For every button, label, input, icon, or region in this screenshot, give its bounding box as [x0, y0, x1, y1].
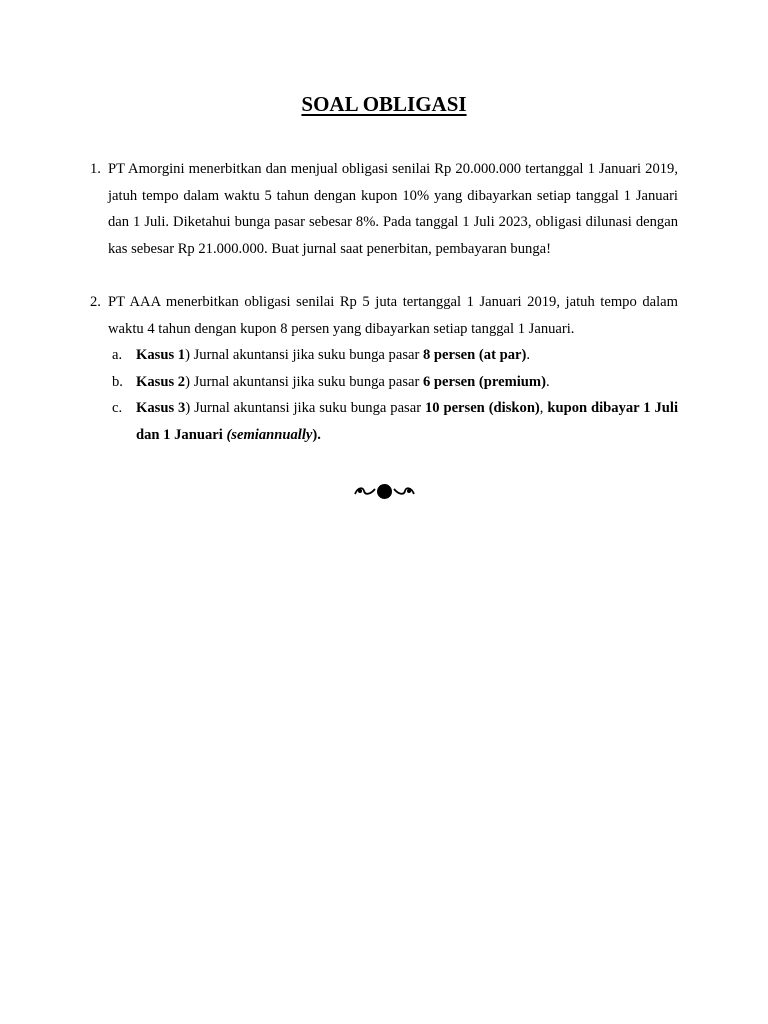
case-c-rate: 10 persen (diskon): [424, 400, 540, 417]
case-b: [108, 369, 678, 396]
case-a-mid: ) Jurnal akuntansi jika suku bunga pasar: [185, 347, 423, 364]
case-c-sep: ,: [539, 400, 548, 417]
case-c-end: ).: [312, 426, 321, 443]
question-2-number: 2.: [90, 294, 101, 310]
case-c-mid: ) Jurnal akuntansi jika suku bunga pasar: [185, 400, 425, 417]
case-b-letter: b.: [112, 373, 123, 390]
case-b-end: .: [545, 373, 550, 390]
case-a-letter: a.: [112, 347, 123, 364]
case-c-coupon: kupon dibayar 1 Juli dan 1 Januari: [136, 400, 679, 443]
question-1-number: 1.: [90, 161, 101, 177]
case-a-label: Kasus 1: [136, 347, 186, 364]
case-b-mid: ) Jurnal akuntansi jika suku bunga pasar: [185, 373, 423, 390]
case-a-rate: 8 persen (at par): [422, 347, 527, 364]
case-c-label: Kasus 3: [136, 400, 186, 417]
ornament-divider: [0, 482, 768, 500]
question-2: [90, 289, 678, 449]
case-c-letter: c.: [112, 400, 123, 417]
ornament-dot-icon: [377, 484, 392, 499]
flourish-left-icon: [354, 485, 376, 497]
question-1: [90, 156, 678, 262]
question-1-text: PT Amorgini menerbitkan dan menjual obligasi senilai Rp 20.000.000 tertanggal 1 Januari 2019, jatuh tempo dalam waktu 5 tahun dengan kupon 10% yang dibayarkan setiap tanggal 1 Januari dan 1 Juli. Diketahui bunga pasar sebesar 8%. Pada tanggal 1 Juli 2023, obligasi dilunasi dengan kas sebesar Rp 21.000.000. Buat jurnal saat penerbitan, pembayaran bunga!: [108, 161, 678, 257]
case-b-label: Kasus 2: [136, 373, 186, 390]
question-2-text: PT AAA menerbitkan obligasi senilai Rp 5 juta tertanggal 1 Januari 2019, jatuh tempo dalam waktu 4 tahun dengan kupon 8 persen yang dibayarkan setiap tanggal 1 Januari.: [108, 294, 678, 337]
case-b-text: [136, 369, 678, 396]
document-title: SOAL OBLIGASI: [301, 92, 467, 116]
case-c-text: [136, 395, 678, 448]
case-a-end: .: [526, 347, 530, 364]
flourish-right-icon: [393, 485, 415, 497]
case-a-text: [136, 342, 678, 369]
case-b-rate: 6 persen (premium): [422, 373, 546, 390]
case-a: [108, 342, 678, 369]
case-c-semiannual: (semiannually: [226, 426, 313, 443]
case-c: [108, 395, 678, 448]
